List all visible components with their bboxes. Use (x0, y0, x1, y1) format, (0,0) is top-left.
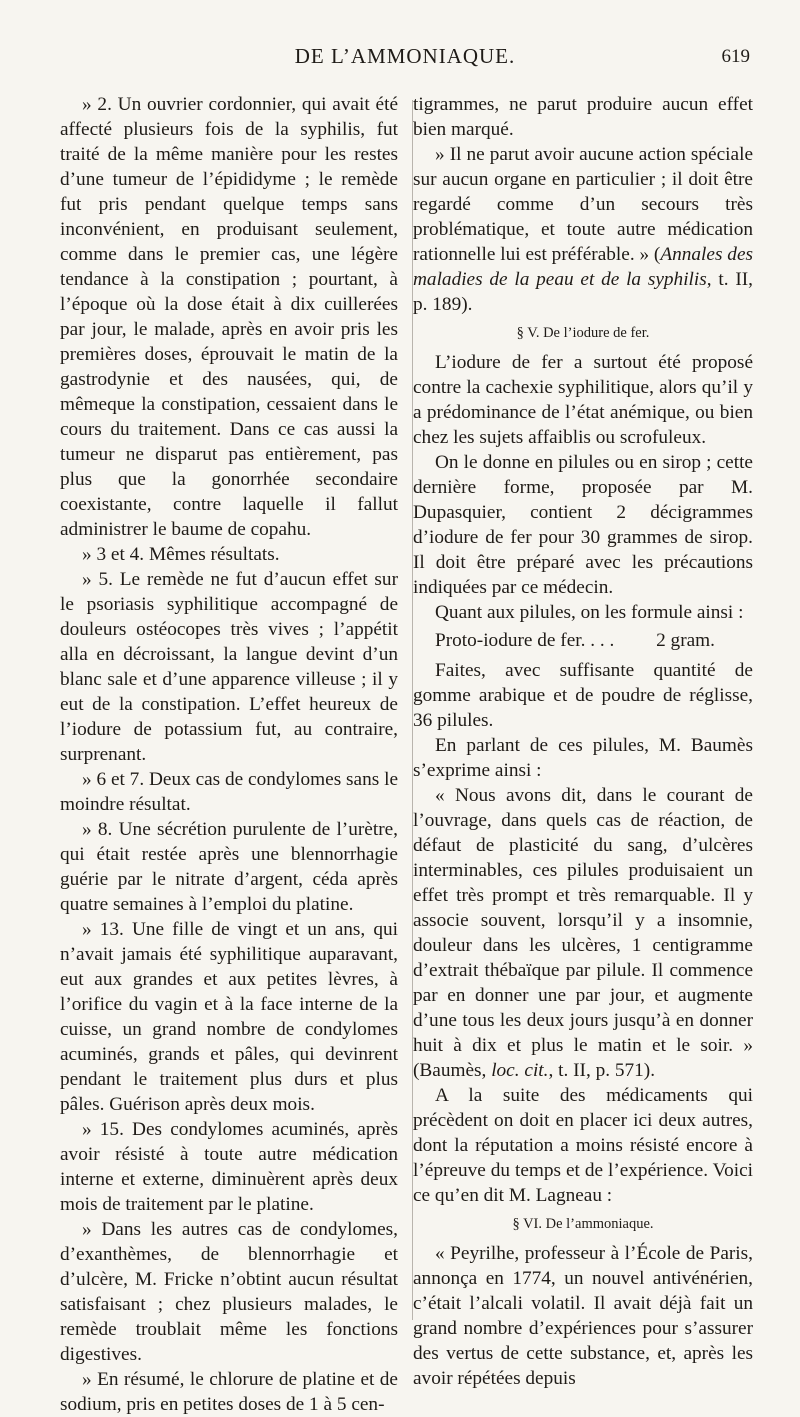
paragraph-peyrilhe: « Peyrilhe, professeur à l’École de Paris, annonça en 1774, un nouvel antivénérien, c’était l’alcali volatil. Il avait déjà fait un grand nombre d’expériences pour s’assurer des vertus de cette substance, et, après les avoir répétées depuis (413, 1243, 753, 1389)
quote-reference: loc. cit. (491, 1060, 549, 1081)
quote-text: « Nous avons dit, dans le courant de l’ouvrage, dans quels cas de réaction, de défaut de plasticité du sang, d’ulcères interminables, ces pilules produisaient un effet très prompt et très remarquable. Il y associe souvent, lorsqu’il y a insomnie, douleur dans les ulcères, 1 centigramme d’extrait thébaïque par pilule. Il commence par en donner une par jour, et augmente d’une tous les deux jours jusqu’à en donner huit à dix et plus le matin et le soir. » (Baumès, (413, 785, 753, 1081)
paragraph-case-15: » 15. Des condylomes acuminés, après avoir résisté à toute autre médication interne et externe, diminuèrent après deux mois de traitement par le platine. (60, 1119, 398, 1215)
paragraph-transition: A la suite des médicaments qui précèdent on doit en placer ici deux autres, dont la réputation a moins résisté encore à l’épreuve du temps et de l’expérience. Voici ce qu’en dit M. Lagneau : (413, 1085, 753, 1206)
paragraph-case-6-7: » 6 et 7. Deux cas de condylomes sans le moindre résultat. (60, 769, 398, 815)
right-column (413, 92, 753, 1391)
paragraph-other-cases: » Dans les autres cas de condylomes, d’exanthèmes, de blennorrhagie et d’ulcère, M. Fricke n’obtint aucun résultat satisfaisant ; chez plusieurs malades, le remède troublait même les fonctions digestives. (60, 1219, 398, 1365)
reference-title: Annales des maladies de la peau et de la syphilis (413, 244, 754, 290)
paragraph-iodure-intro: L’iodure de fer a surtout été proposé contre la cachexie syphilitique, alors qu’il y a prédominance de l’état anémique, ou bien chez les sujets affaiblis ou scrofuleux. (413, 352, 753, 448)
page-header (60, 44, 750, 74)
paragraph-case-5: » 5. Le remède ne fut d’aucun effet sur le psoriasis syphilitique accompagné de douleurs ostéocopes très vives ; l’appétit alla en décroissant, la langue devint d’un blanc sale et d’une apparence villeuse ; il y eut de la constipation. L’effet heureux de l’iodure de potassium fut, au contraire, surprenant. (60, 569, 398, 765)
section-heading-ammoniaque: § VI. De l’ammoniaque. (512, 1216, 654, 1232)
paragraph-continuation: tigrammes, ne parut produire aucun effet bien marqué. (413, 94, 753, 140)
section-heading-iodure-de-fer: § V. De l’iodure de fer. (516, 325, 650, 341)
paragraph-preparation: Faites, avec suffisante quantité de gomme arabique et de poudre de réglisse, 36 pilules. (413, 660, 753, 731)
paragraph-case-8: » 8. Une sécrétion purulente de l’urètre, qui était restée après une blennorrhagie guérie par le nitrate d’argent, céda après quatre semaines à l’emploi du platine. (60, 819, 398, 915)
paragraph-summary: » En résumé, le chlorure de platine et de sodium, pris en petites doses de 1 à 5 cen- (60, 1369, 398, 1415)
paragraph-case-13: » 13. Une fille de vingt et un ans, qui n’avait jamais été syphilitique auparavant, eut aux grandes et aux petites lèvres, à l’orifice du vagin et à la face interne de la cuisse, un grand nombre de condylomes acuminés, grands et pâles, qui devinrent pendant le traitement plus durs et plus pâles. Guérison après deux mois. (60, 919, 398, 1115)
quote-reference-tail: , t. II, p. 571). (548, 1060, 656, 1081)
paragraph-case-2: » 2. Un ouvrier cordonnier, qui avait été affecté plusieurs fois de la syphilis, fut traité de la même manière pour les restes d’une tumeur de l’épididyme ; le remède fut pris pendant quelque temps sans inconvénient, en produisant seulement, comme dans le premier cas, une légère tendance à la constipation ; pourtant, à l’époque où la dose était à dix cuillerées par jour, le malade, après en avoir pris les premières doses, éprouvait le matin de la gastrodynie et des nausées, qui, de mêmeque la constipation, cessaient dans le cours du traitement. Dans ce cas aussi la tumeur ne disparut pas entièrement, pas plus que la gonorrhée secondaire coexistante, contre laquelle il fallut administrer le baume de copahu. (60, 94, 398, 540)
page-number: 619 (721, 46, 750, 67)
recipe-ingredient: Proto-iodure de fer. . . . (435, 630, 615, 651)
recipe-quantity: 2 gram. (656, 630, 715, 651)
recipe-line (413, 628, 753, 653)
paragraph-baumes-quote (413, 783, 753, 1083)
running-title: DE L’AMMONIAQUE. (294, 44, 516, 68)
conclusion-text: » Il ne parut avoir aucune action spéciale sur aucun organe en particulier ; il doit être regardé comme d’un secours très problématique, et toute autre médication rationnelle lui est préférable. » ( (413, 144, 753, 265)
paragraph-sirop: On le donne en pilules ou en sirop ; cette dernière forme, proposée par M. Dupasquier, contient 2 décigrammes d’iodure de fer pour 30 grammes de sirop. Il doit être préparé avec les précautions indiquées par ce médecin. (413, 452, 753, 598)
paragraph-case-3-4: » 3 et 4. Mêmes résultats. (82, 544, 280, 565)
left-column (60, 92, 398, 1417)
paragraph-conclusion (413, 142, 753, 317)
paragraph-baumes-intro: En parlant de ces pilules, M. Baumès s’exprime ainsi : (413, 735, 753, 781)
paragraph-pilules: Quant aux pilules, on les formule ainsi : (435, 602, 744, 623)
reference-tail: , t. II, p. 189). (413, 269, 753, 315)
